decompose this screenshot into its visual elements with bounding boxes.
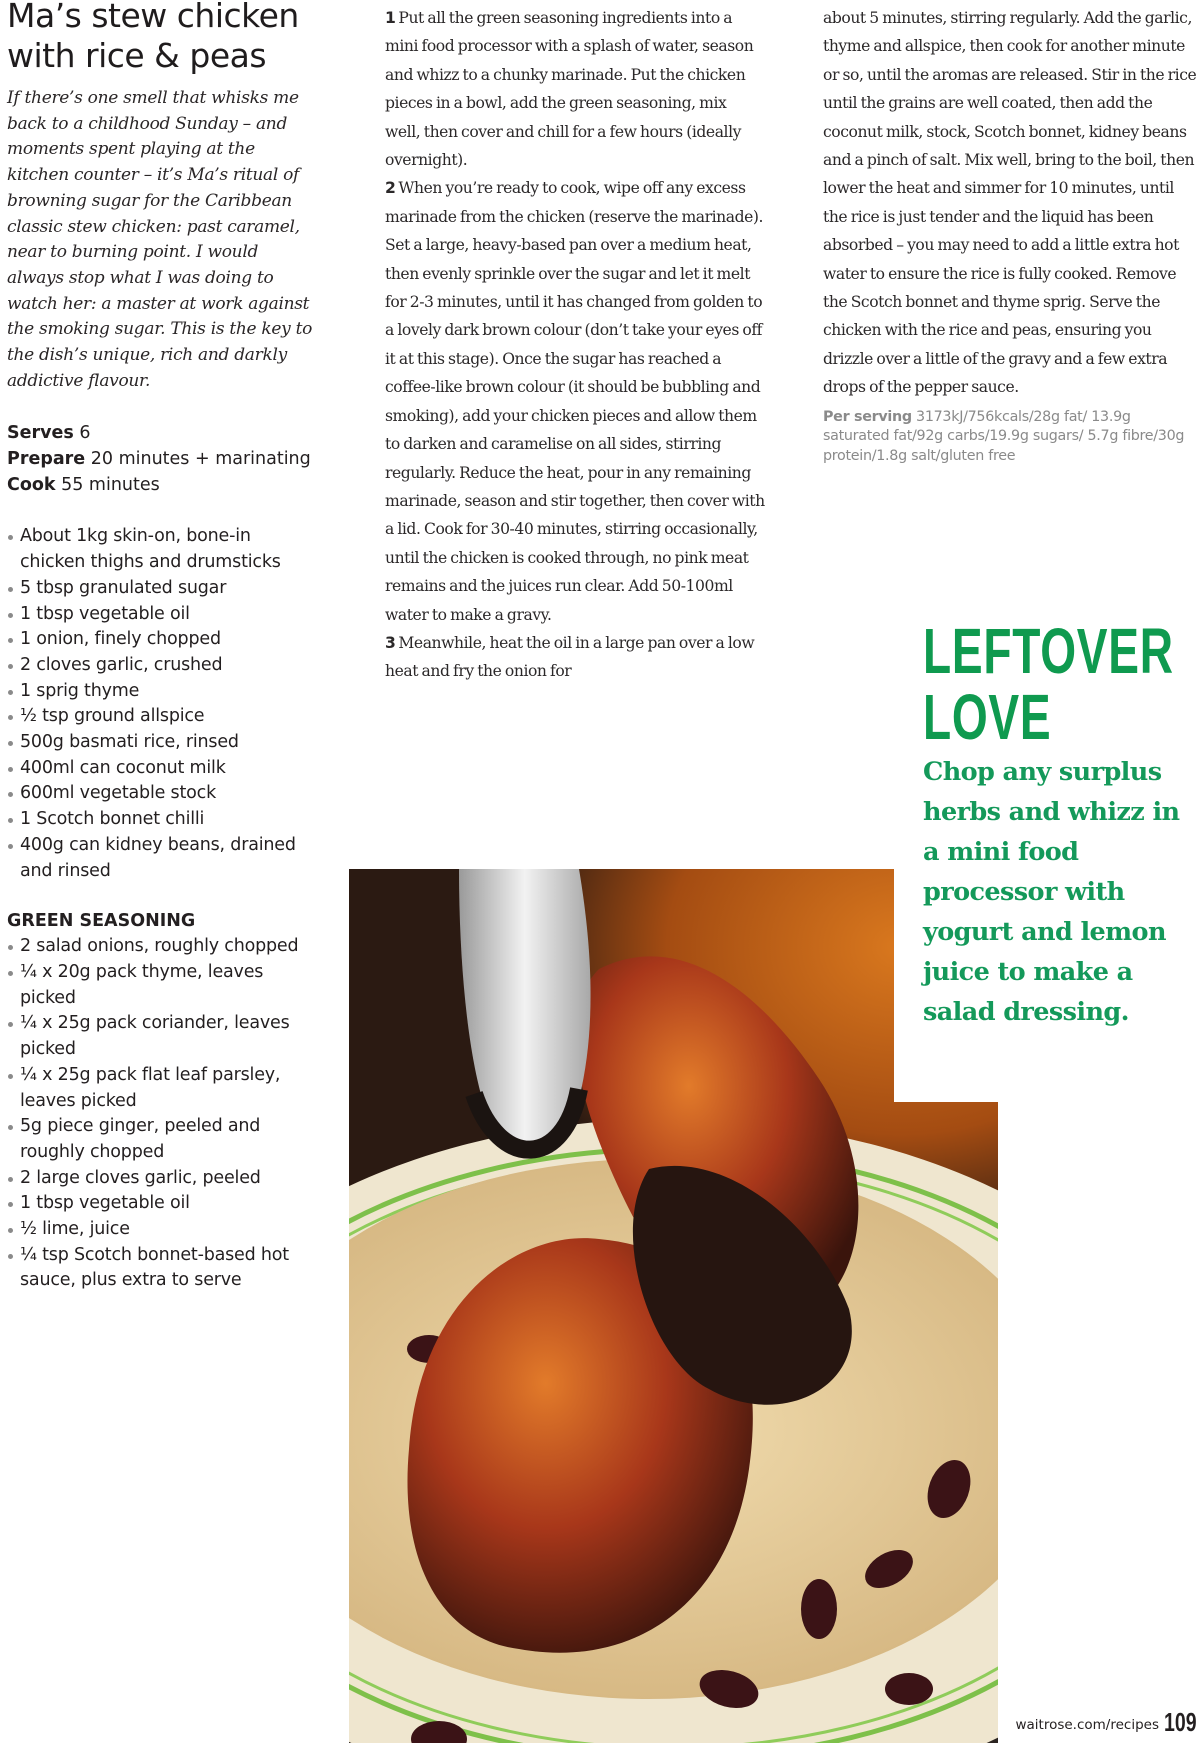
serves-value: 6 <box>73 423 91 444</box>
step-number: 2 <box>385 179 396 198</box>
method-step-3 <box>385 629 765 686</box>
ingredient-item: 5g piece ginger, peeled and roughly chopped <box>7 1114 317 1165</box>
ingredient-item: 2 cloves garlic, crushed <box>7 653 317 679</box>
nutrition-label: Per serving <box>823 408 912 425</box>
ingredient-item: 1 sprig thyme <box>7 679 317 705</box>
ingredient-item: 500g basmati rice, rinsed <box>7 730 317 756</box>
footer-url-link[interactable]: waitrose.com/recipes <box>1015 1717 1159 1733</box>
ingredients-list <box>7 524 317 884</box>
cook-row <box>7 472 317 498</box>
ingredient-item: 400ml can coconut milk <box>7 756 317 782</box>
page-number: 109 <box>1164 1707 1197 1737</box>
ingredient-item: ¼ x 20g pack thyme, leaves picked <box>7 960 317 1011</box>
ingredient-item: About 1kg skin-on, bone-in chicken thighs and drumsticks <box>7 524 317 575</box>
leftover-title <box>923 615 1174 753</box>
ingredient-item: ½ tsp ground allspice <box>7 704 317 730</box>
step-number: 1 <box>385 9 396 27</box>
method-continued-column <box>823 4 1198 466</box>
ingredient-item: 1 Scotch bonnet chilli <box>7 807 317 833</box>
serves-label: Serves <box>7 423 74 444</box>
ingredient-item: ¼ x 25g pack coriander, leaves picked <box>7 1011 317 1062</box>
green-seasoning-heading: GREEN SEASONING <box>7 911 196 932</box>
leftover-love-tip <box>923 615 1200 1032</box>
ingredient-item: 600ml vegetable stock <box>7 781 317 807</box>
ingredient-item: 400g can kidney beans, drained and rinsed <box>7 833 317 884</box>
step-text: Meanwhile, heat the oil in a large pan over a low heat and fry the onion for <box>385 633 755 681</box>
method-step-1 <box>385 4 765 174</box>
green-seasoning-list <box>7 934 317 1294</box>
title-line-1: Ma’s stew chicken <box>7 0 299 35</box>
ingredient-item: 1 tbsp vegetable oil <box>7 1191 317 1217</box>
left-column <box>7 0 317 1294</box>
recipe-title <box>7 0 317 76</box>
step-text: Put all the green seasoning ingredients into a mini food processor with a splash of water, season and whizz to a chunky marinade. Put the chicken pieces in a bowl, add the green seasoning, mix well, then cover and chill for a few hours (ideally overnight). <box>385 9 754 170</box>
prepare-value: 20 minutes + marinating <box>85 449 311 470</box>
ingredient-item: ¼ tsp Scotch bonnet-based hot sauce, plus extra to serve <box>7 1243 317 1294</box>
page-footer <box>1015 1707 1197 1737</box>
recipe-intro: If there’s one smell that whisks me back to a childhood Sunday – and moments spent playing at the kitchen counter – it’s Ma’s ritual of browning sugar for the Caribbean classic stew chicken: past caramel, near to burning point. I would always stop what I was doing to watch her: a master at work against the smoking sugar. This is the key to the dish’s unique, rich and darkly addictive flavour. <box>7 88 313 391</box>
title-line-2: with rice & peas <box>7 36 267 75</box>
ingredient-item: 1 tbsp vegetable oil <box>7 602 317 628</box>
cook-value: 55 minutes <box>55 475 160 496</box>
method-step-2 <box>385 174 765 629</box>
ingredient-item: ¼ x 25g pack flat leaf parsley, leaves picked <box>7 1063 317 1114</box>
leftover-title-line-1: LEFTOVER <box>923 615 1174 687</box>
serves-row <box>7 420 317 446</box>
prepare-label: Prepare <box>7 449 86 470</box>
ingredient-item: 1 onion, finely chopped <box>7 627 317 653</box>
ingredient-item: 2 salad onions, roughly chopped <box>7 934 317 960</box>
nutrition-info <box>823 408 1198 467</box>
cook-label: Cook <box>7 475 56 496</box>
prepare-row <box>7 446 317 472</box>
leftover-title-line-2: LOVE <box>923 681 1052 753</box>
method-step-3-continued: about 5 minutes, stirring regularly. Add the garlic, thyme and allspice, then cook for another minute or so, until the aromas are released. Stir in the rice until the grains are well coated, then add the coconut milk, stock, Scotch bonnet, kidney beans and a pinch of salt. Mix well, bring to the boil, then lower the heat and simmer for 10 minutes, until the rice is just tender and the liquid has been absorbed – you may need to add a little extra hot water to ensure the rice is fully cooked. Remove the Scotch bonnet and thyme sprig. Serve the chicken with the rice and peas, ensuring you drizzle over a little of the gravy and a few extra drops of the pepper sauce. <box>823 9 1197 397</box>
ingredient-item: 5 tbsp granulated sugar <box>7 576 317 602</box>
ingredient-item: 2 large cloves garlic, peeled <box>7 1166 317 1192</box>
recipe-meta <box>7 420 317 498</box>
nutrition-value: 3173kJ/756kcals/28g fat/ 13.9g saturated fat/92g carbs/19.9g sugars/ 5.7g fibre/30g protein/1.8g salt/gluten free <box>823 408 1185 464</box>
leftover-body: Chop any surplus herbs and whizz in a mini food processor with yogurt and lemon juice to make a salad dressing. <box>923 757 1180 1027</box>
step-text: When you’re ready to cook, wipe off any excess marinade from the chicken (reserve the marinade). Set a large, heavy-based pan over a medium heat, then evenly sprinkle over the sugar and let it melt for 2-3 minutes, until it has changed from golden to a lovely dark brown colour (don’t take your eyes off it at this stage). Once the sugar has reached a coffee-like brown colour (it should be bubbling and smoking), add your chicken pieces and allow them to darken and caramelise on all sides, stirring regularly. Reduce the heat, pour in any remaining marinade, season and stir together, then cover with a lid. Cook for 30-40 minutes, stirring occasionally, until the chicken is cooked through, no pink meat remains and the juices run clear. Add 50-100ml water to make a gravy. <box>385 179 765 624</box>
method-column <box>385 4 765 686</box>
step-number: 3 <box>385 633 396 652</box>
ingredient-item: ½ lime, juice <box>7 1217 317 1243</box>
